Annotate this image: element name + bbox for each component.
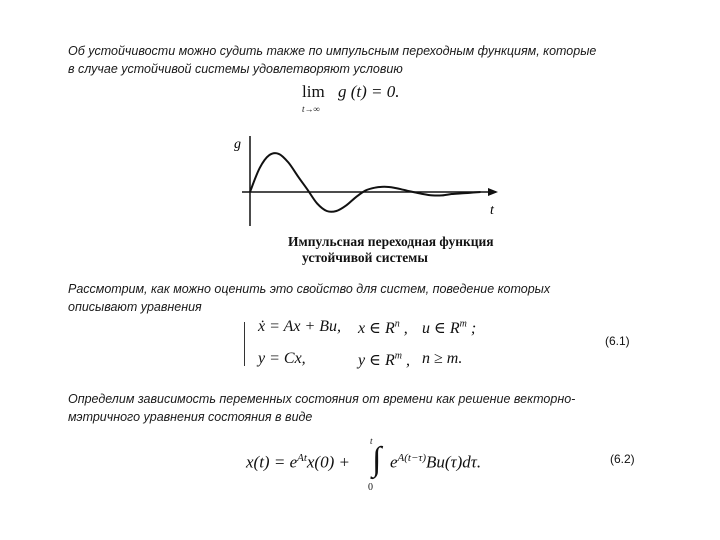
state-condition-x: x ∈ $R^n$ , [358, 318, 408, 337]
limit-expression: g (t) = 0. [338, 82, 400, 101]
paragraph-3 [68, 390, 668, 426]
state-condition-u: u ∈ $R^m$ ; [422, 318, 477, 337]
equation-number-6-1: (6.1) [605, 334, 630, 348]
solution-formula [246, 436, 536, 496]
x-axis-label: t [490, 203, 494, 218]
system-brace [244, 322, 251, 366]
paragraph-2-line-2: описывают уравнения [68, 300, 202, 314]
limit-formula [302, 80, 422, 118]
paragraph-2 [68, 280, 668, 316]
system-equations [244, 314, 494, 376]
limit-subscript: t→∞ [302, 104, 320, 114]
solution-rhs: $e^{A(t-\tau)}Bu(\tau)d\tau$. [390, 452, 482, 472]
equation-number-6-2: (6.2) [610, 452, 635, 466]
integral-upper-limit: t [370, 436, 373, 446]
state-equation: ẋ = Ax + Bu, [258, 318, 342, 335]
impulse-response-chart [228, 126, 528, 241]
output-condition-y: y ∈ $R^m$ , [358, 350, 410, 369]
integral-lower-limit: 0 [368, 482, 373, 493]
paragraph-2-line-1: Рассмотрим, как можно оценить это свойство для систем, поведение которых [68, 282, 551, 296]
y-axis-label: g [234, 137, 241, 152]
chart-caption [288, 234, 494, 266]
intro-paragraph [68, 42, 668, 78]
x-axis-arrow [488, 188, 498, 196]
output-condition-n: n ≥ m. [422, 350, 463, 367]
chart-caption-line-1: Импульсная переходная функция [288, 234, 494, 249]
intro-line-1: Об устойчивости можно судить также по импульсным переходным функциям, которые [68, 44, 597, 58]
impulse-response-curve [250, 153, 480, 212]
output-equation: y = Cx, [258, 350, 306, 367]
paragraph-3-line-2: мэтричного уравнения состояния в виде [68, 410, 313, 424]
solution-lhs: $x(t) = e^{At}x(0)$ + [246, 452, 350, 472]
chart-caption-line-2: устойчивой системы [302, 250, 428, 265]
integral-sign: ∫ [372, 441, 382, 478]
limit-word: lim [302, 82, 325, 101]
paragraph-3-line-1: Определим зависимость переменных состояния от времени как решение векторно- [68, 392, 576, 406]
intro-line-2: в случае устойчивой системы удовлетворяют условию [68, 62, 403, 76]
